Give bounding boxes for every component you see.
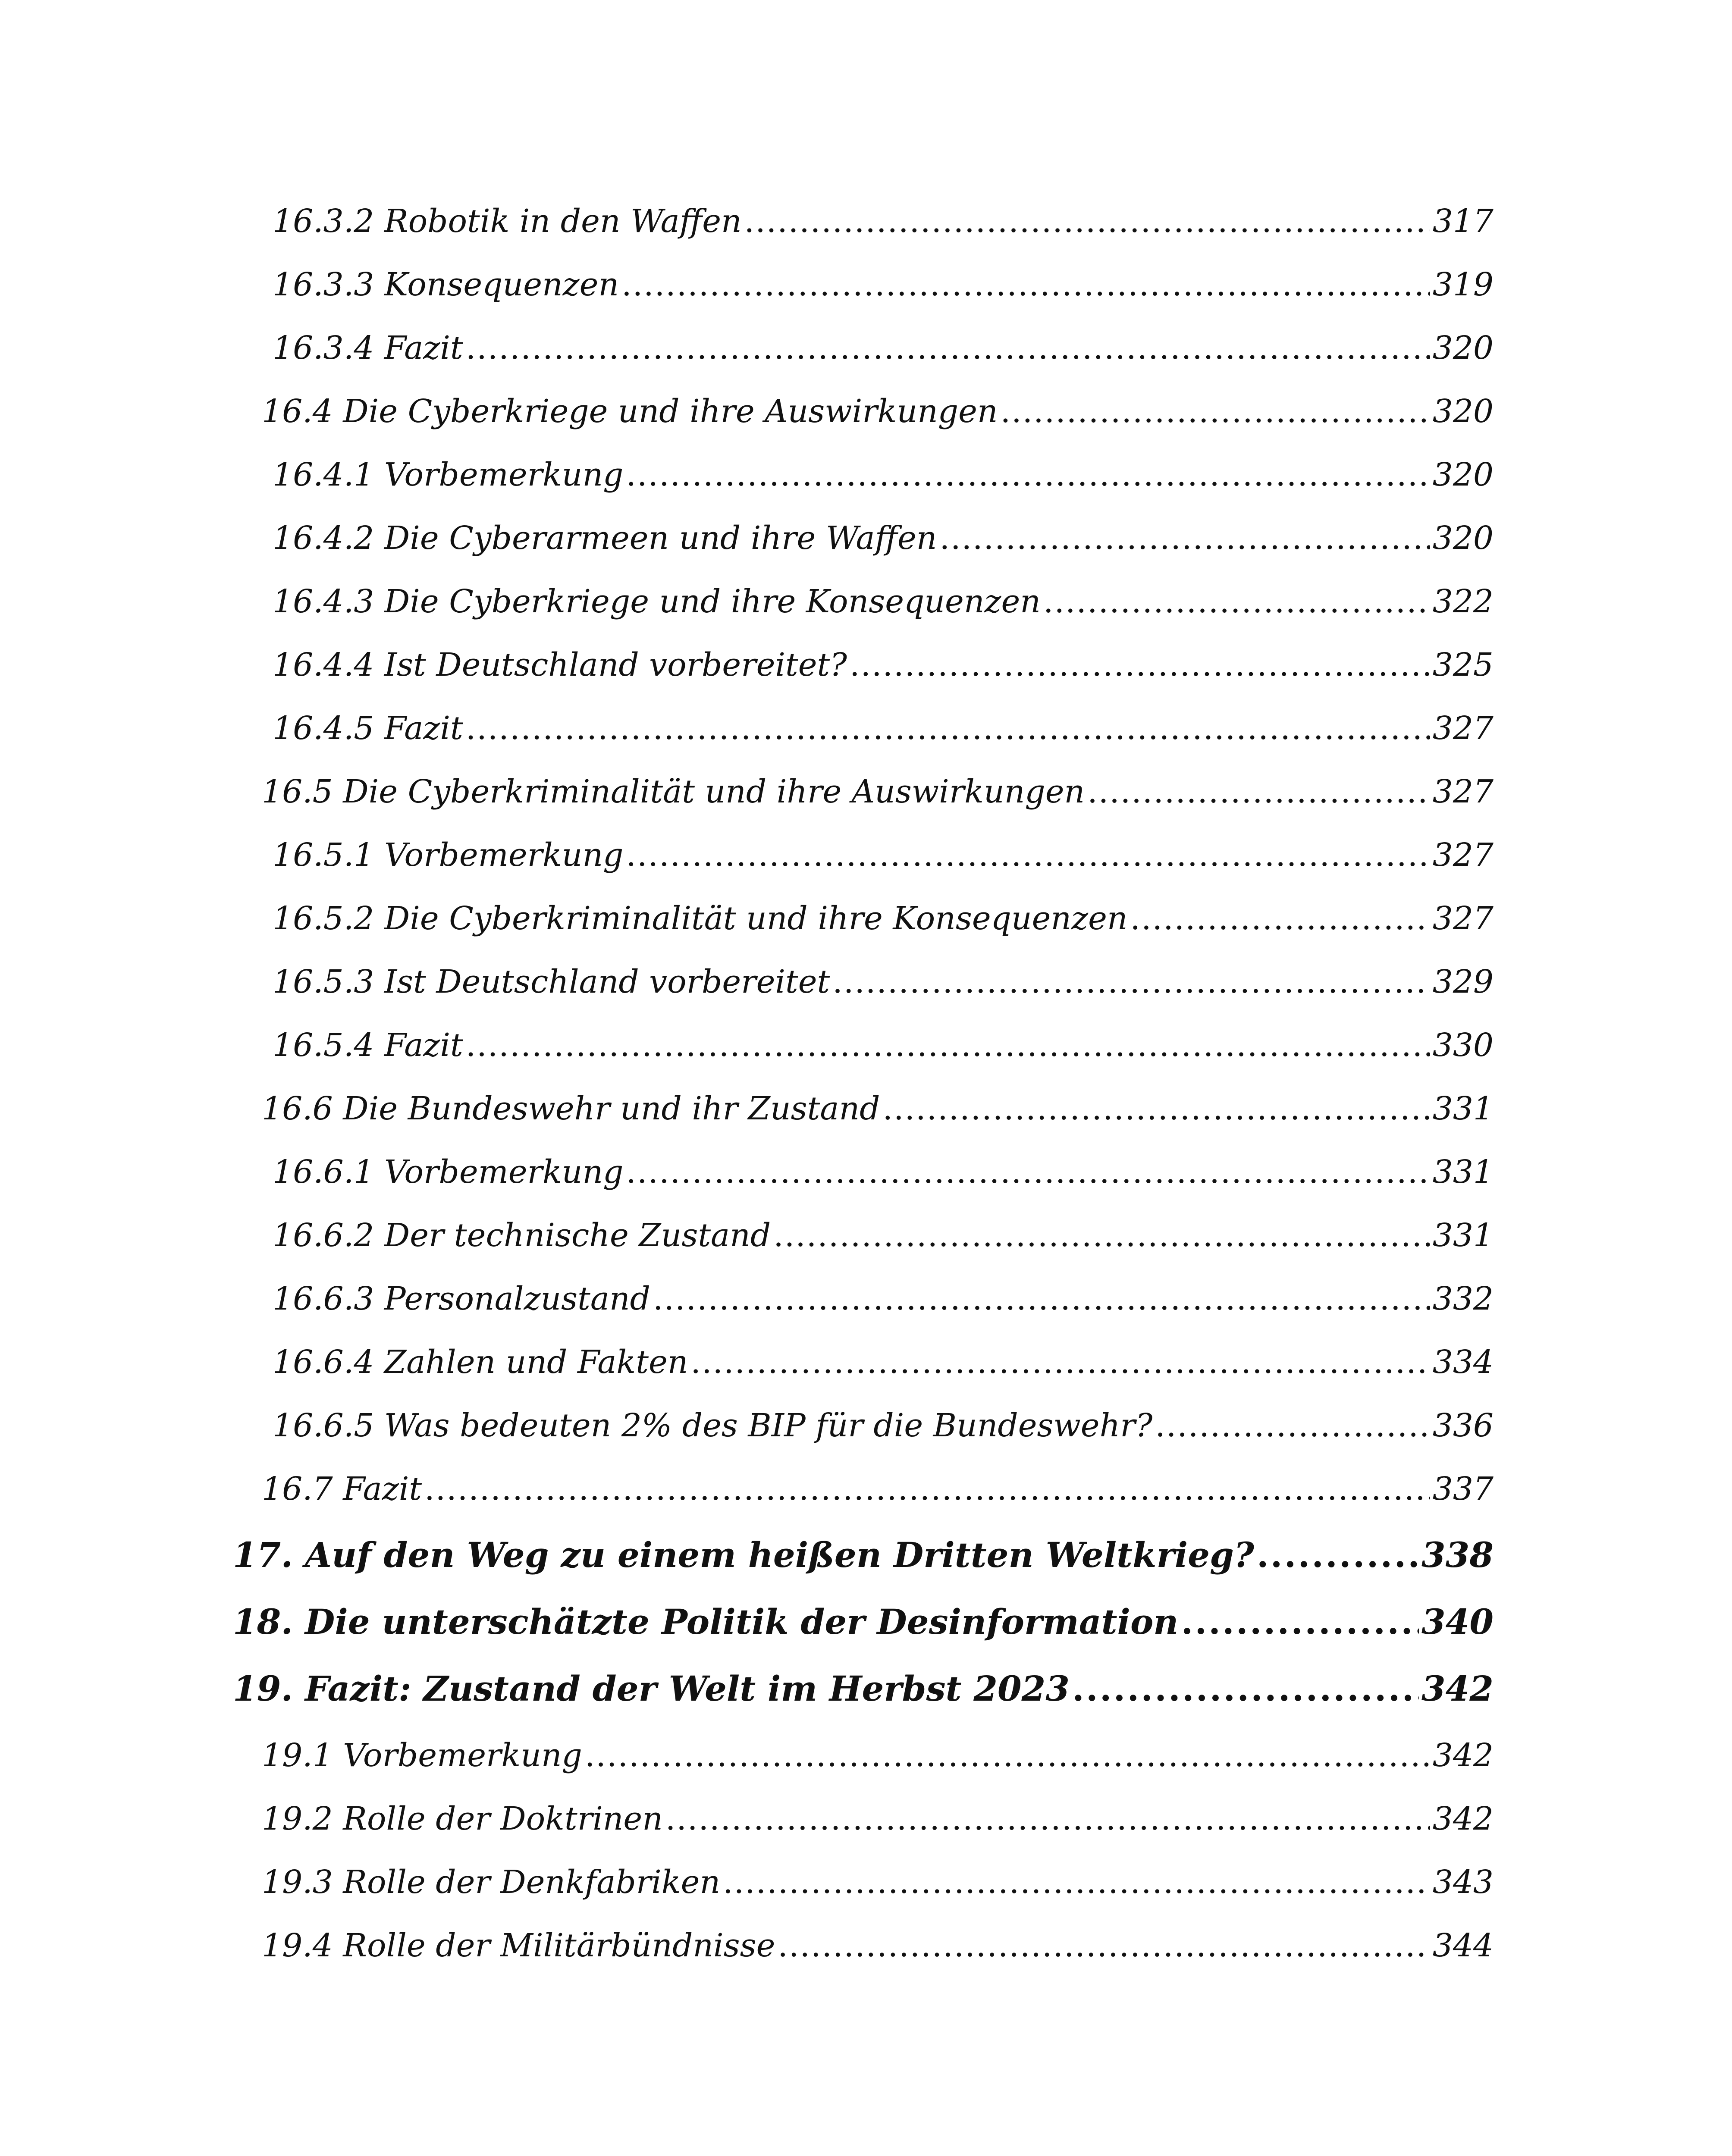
toc-entry-title: 16.3.2 Robotik in den Waffen (273, 203, 742, 240)
dot-leader (832, 963, 1430, 1000)
toc-entry[interactable] (262, 1800, 1494, 1848)
toc-entry-title: 19.2 Rolle der Doktrinen (262, 1800, 663, 1837)
toc-entry[interactable] (262, 773, 1494, 821)
toc-entry-title: 16.4.5 Fazit (273, 710, 463, 747)
dot-leader (1001, 393, 1430, 430)
toc-entry-page: 340 (1421, 1601, 1494, 1642)
toc-entry[interactable] (273, 1280, 1494, 1328)
toc-entry-page: 322 (1432, 583, 1494, 620)
toc-entry-title: 16.6.1 Vorbemerkung (273, 1153, 624, 1191)
toc-entry-title: 17. Auf den Weg zu einem heißen Dritten Weltkrieg? (233, 1535, 1254, 1575)
toc-entry[interactable] (273, 583, 1494, 630)
dot-leader (466, 710, 1430, 747)
toc-entry-title: 16.5 Die Cyberkriminalität und ihre Auswirkungen (262, 773, 1085, 810)
toc-entry[interactable] (262, 393, 1494, 440)
toc-entry-page: 331 (1432, 1217, 1494, 1254)
toc-entry-page: 329 (1432, 963, 1494, 1000)
dot-leader (1257, 1535, 1419, 1575)
toc-entry-title: 16.5.1 Vorbemerkung (273, 837, 624, 874)
toc-entry[interactable] (273, 646, 1494, 694)
toc-entry-page: 327 (1432, 837, 1494, 874)
toc-entry[interactable] (273, 837, 1494, 884)
dot-leader (778, 1927, 1430, 1964)
toc-entry-page: 327 (1432, 710, 1494, 747)
toc-entry[interactable] (273, 710, 1494, 757)
toc-entry-page: 327 (1432, 773, 1494, 810)
toc-entry-page: 338 (1421, 1535, 1494, 1575)
toc-entry-title: 19. Fazit: Zustand der Welt im Herbst 2023 (233, 1668, 1070, 1709)
toc-entry-title: 16.6.5 Was bedeuten 2% des BIP für die Bundeswehr? (273, 1407, 1153, 1444)
toc-chapter-entry[interactable] (233, 1535, 1494, 1586)
dot-leader (466, 1027, 1430, 1064)
toc-entry-page: 334 (1432, 1344, 1494, 1381)
toc-entry[interactable] (273, 266, 1494, 313)
toc-entry[interactable] (273, 1027, 1494, 1074)
dot-leader (883, 1090, 1430, 1127)
toc-entry-page: 344 (1432, 1927, 1494, 1964)
dot-leader (665, 1800, 1430, 1837)
toc-entry-page: 342 (1432, 1800, 1494, 1837)
toc-entry-page: 331 (1432, 1090, 1494, 1127)
dot-leader (1155, 1407, 1430, 1444)
dot-leader (621, 266, 1430, 303)
dot-leader (1072, 1668, 1419, 1709)
dot-leader (466, 329, 1430, 367)
toc-entry-title: 16.6.4 Zahlen und Fakten (273, 1344, 688, 1381)
toc-entry-page: 320 (1432, 456, 1494, 493)
toc-entry-page: 342 (1432, 1737, 1494, 1774)
dot-leader (653, 1280, 1430, 1317)
toc-entry-title: 19.4 Rolle der Militärbündnisse (262, 1927, 775, 1964)
dot-leader (424, 1470, 1430, 1507)
dot-leader (626, 456, 1430, 493)
toc-entry-page: 330 (1432, 1027, 1494, 1064)
toc-entry-page: 317 (1432, 203, 1494, 240)
toc-entry-page: 337 (1432, 1470, 1494, 1507)
toc-entry-title: 16.3.4 Fazit (273, 329, 463, 367)
toc-entry-page: 331 (1432, 1153, 1494, 1191)
toc-entry-title: 16.4.1 Vorbemerkung (273, 456, 624, 493)
toc-chapter-entry[interactable] (233, 1668, 1494, 1720)
toc-entry-page: 343 (1432, 1864, 1494, 1901)
dot-leader (723, 1864, 1430, 1901)
dot-leader (850, 646, 1430, 683)
dot-leader (1130, 900, 1430, 937)
dot-leader (773, 1217, 1430, 1254)
toc-entry-page: 336 (1432, 1407, 1494, 1444)
toc-entry-page: 320 (1432, 520, 1494, 557)
toc-entry[interactable] (262, 1470, 1494, 1518)
toc-entry-title: 16.6.3 Personalzustand (273, 1280, 651, 1317)
toc-entry[interactable] (273, 1344, 1494, 1391)
toc-entry-title: 16.5.4 Fazit (273, 1027, 463, 1064)
toc-entry[interactable] (273, 203, 1494, 250)
dot-leader (1087, 773, 1430, 810)
toc-entry[interactable] (273, 520, 1494, 567)
toc-chapter-entry[interactable] (233, 1601, 1494, 1653)
toc-entry-page: 320 (1432, 329, 1494, 367)
toc-entry-title: 16.4 Die Cyberkriege und ihre Auswirkungen (262, 393, 998, 430)
toc-entry-page: 325 (1432, 646, 1494, 683)
dot-leader (1043, 583, 1430, 620)
toc-entry[interactable] (273, 900, 1494, 947)
dot-leader (690, 1344, 1430, 1381)
toc-entry-title: 16.4.4 Ist Deutschland vorbereitet? (273, 646, 847, 683)
toc-entry-title: 18. Die unterschätzte Politik der Desinformation (233, 1601, 1179, 1642)
toc-entry[interactable] (273, 329, 1494, 377)
toc-entry[interactable] (273, 963, 1494, 1011)
dot-leader (744, 203, 1430, 240)
toc-entry[interactable] (262, 1927, 1494, 1974)
toc-entry-page: 327 (1432, 900, 1494, 937)
toc-entry[interactable] (262, 1090, 1494, 1138)
toc-entry-title: 16.4.3 Die Cyberkriege und ihre Konsequenzen (273, 583, 1041, 620)
toc-entry-page: 332 (1432, 1280, 1494, 1317)
dot-leader (626, 837, 1430, 874)
toc-entry-page: 342 (1421, 1668, 1494, 1709)
toc-entry-page: 320 (1432, 393, 1494, 430)
toc-entry-title: 16.3.3 Konsequenzen (273, 266, 619, 303)
toc-entry-title: 16.4.2 Die Cyberarmeen und ihre Waffen (273, 520, 937, 557)
toc-entry[interactable] (273, 1407, 1494, 1454)
dot-leader (585, 1737, 1430, 1774)
toc-entry[interactable] (262, 1737, 1494, 1784)
toc-entry-title: 16.5.3 Ist Deutschland vorbereitet (273, 963, 830, 1000)
toc-entry-page: 319 (1432, 266, 1494, 303)
toc-entry[interactable] (273, 1153, 1494, 1201)
dot-leader (626, 1153, 1430, 1191)
toc-entry-title: 16.6 Die Bundeswehr und ihr Zustand (262, 1090, 880, 1127)
toc-entry-title: 16.7 Fazit (262, 1470, 422, 1507)
toc-entry-title: 16.5.2 Die Cyberkriminalität und ihre Konsequenzen (273, 900, 1128, 937)
dot-leader (939, 520, 1430, 557)
toc-entry[interactable] (262, 1864, 1494, 1911)
toc-entry-title: 16.6.2 Der technische Zustand (273, 1217, 771, 1254)
toc-entry-title: 19.1 Vorbemerkung (262, 1737, 582, 1774)
dot-leader (1181, 1601, 1419, 1642)
toc-entry-title: 19.3 Rolle der Denkfabriken (262, 1864, 721, 1901)
toc-entry[interactable] (273, 1217, 1494, 1264)
toc-entry[interactable] (273, 456, 1494, 504)
